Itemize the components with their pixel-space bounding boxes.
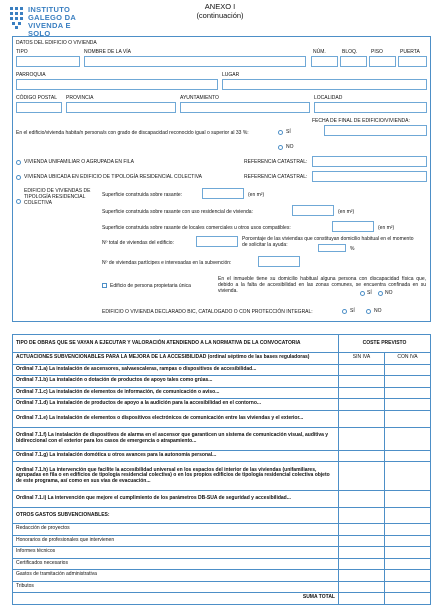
porcentaje-field[interactable] [318, 244, 346, 252]
bloq-field[interactable] [340, 56, 367, 67]
localidad-field[interactable] [314, 102, 427, 113]
discapacidad-question: En el edificio/vivienda habita/n persona/s con grado de discapacidad reconocido igual o superior al 33 %: [16, 130, 249, 136]
codigo-postal-field[interactable] [16, 102, 62, 113]
con-iva-cell[interactable] [385, 570, 431, 582]
table-row [13, 410, 431, 427]
gasto-label: Certificados necesarios [13, 558, 339, 570]
sup-residencial-field[interactable] [292, 205, 334, 216]
vivienda-unifamiliar-radio[interactable] [16, 160, 21, 165]
logo-line-2: GALEGO DA [28, 13, 77, 22]
inmueble-si-radio[interactable] [360, 291, 365, 296]
discapacidad-si-radio[interactable] [278, 130, 283, 135]
suma-total-con-iva[interactable] [385, 593, 431, 605]
participes-field[interactable] [258, 256, 300, 267]
con-iva-cell[interactable] [385, 581, 431, 593]
lugar-label: LUGAR [222, 72, 240, 78]
edificio-colectiva-radio[interactable] [16, 199, 21, 204]
con-iva-cell[interactable] [385, 524, 431, 536]
coste-previsto-header: COSTE PREVISTO [339, 335, 431, 353]
table-row [13, 364, 431, 376]
sin-iva-cell[interactable] [339, 427, 385, 450]
table-row [13, 387, 431, 399]
porcentaje-unit: % [350, 246, 355, 252]
ordinal-label: Ordinal 7.1.c) La instalación de elementos de información, de comunicación o aviso... [13, 387, 339, 399]
bic-label: EDIFICIO O VIVIENDA DECLARADO BIC, CATALOGADO O CON PROTECCIÓN INTEGRAL: [102, 309, 313, 315]
sin-iva-cell[interactable] [339, 364, 385, 376]
sin-iva-cell[interactable] [339, 570, 385, 582]
sin-iva-cell[interactable] [339, 524, 385, 536]
logo-emblem-icon [8, 6, 24, 30]
tipo-label: TIPO [16, 49, 28, 55]
sin-iva-cell[interactable] [339, 462, 385, 491]
vivienda-colectiva-label: VIVIENDA UBICADA EN EDIFICIO DE TIPOLOGÍA RESIDENCIAL COLECTIVA [24, 174, 203, 180]
ordinal-label: Ordinal 7.1.g) La instalación domótica u otros avances para la autonomía personal... [13, 450, 339, 462]
suma-total-sin-iva[interactable] [339, 593, 385, 605]
referencia-catastral-label-1: REFERENCIA CATASTRAL: [244, 159, 308, 165]
puerta-field[interactable] [398, 56, 427, 67]
annex-title: ANEXO I [204, 2, 236, 11]
table-row [13, 491, 431, 508]
piso-field[interactable] [369, 56, 396, 67]
referencia-catastral-label-2: REFERENCIA CATASTRAL: [244, 174, 308, 180]
table-row [13, 399, 431, 411]
num-viviendas-label: Nº total de viviendas del edificio: [102, 240, 174, 246]
con-iva-cell [385, 508, 431, 524]
participes-label: Nº de viviendas partícipes e interesadas en la subvención: [102, 260, 232, 266]
sup-locales-label: Superficie construida sobre rasante de locales comerciales u otros usos compatibles: [102, 225, 291, 231]
table-row [13, 376, 431, 388]
con-iva-cell[interactable] [385, 410, 431, 427]
logo [8, 4, 88, 38]
sin-iva-cell[interactable] [339, 410, 385, 427]
con-iva-cell[interactable] [385, 364, 431, 376]
puerta-label: PUERTA [400, 49, 420, 55]
propietaria-unica-label: Edificio de persona propietaria única [110, 283, 191, 289]
piso-label: PISO [371, 49, 383, 55]
otros-gastos-header: OTROS GASTOS SUBVENCIONABLES: [13, 508, 339, 524]
num-label: NÚM. [313, 49, 326, 55]
ordinal-label: Ordinal 7.1.b) La instalación o dotación de productos de apoyo tales como grúas... [13, 376, 339, 388]
sin-iva-header: SIN IVA [339, 353, 385, 365]
con-iva-cell[interactable] [385, 491, 431, 508]
bic-si-label: SÍ [350, 308, 355, 314]
ordinal-label: Ordinal 7.1.f) La instalación de dispositivos de alarma en el ascensor que garanticen un sistema de comunicación visual, auditiva y bidireccional con el exterior para los casos de emergencia o atrapamiento... [13, 427, 339, 450]
propietaria-unica-checkbox[interactable] [102, 283, 107, 288]
sin-iva-cell[interactable] [339, 558, 385, 570]
logo-line-3: VIVENDA E SOLO [28, 21, 71, 38]
gasto-label: Gastos de tramitación administrativa [13, 570, 339, 582]
num-field[interactable] [311, 56, 338, 67]
fecha-final-field[interactable] [324, 125, 427, 136]
table-row [13, 450, 431, 462]
gasto-label: Informes técnicos [13, 547, 339, 559]
gasto-label: Honorarios de profesionales que intervienen [13, 535, 339, 547]
vivienda-unifamiliar-label: VIVIENDA UNIFAMILIAR O AGRUPADA EN FILA [24, 159, 134, 165]
discapacidad-si-label: SÍ [286, 129, 291, 135]
sin-iva-cell[interactable] [339, 547, 385, 559]
sin-iva-cell[interactable] [339, 399, 385, 411]
inmueble-no-label: NO [385, 290, 393, 296]
sup-locales-unit: (en m²) [378, 225, 395, 231]
tipo-field[interactable] [16, 56, 80, 67]
con-iva-cell[interactable] [385, 399, 431, 411]
con-iva-cell[interactable] [385, 387, 431, 399]
ordinal-label: Ordinal 7.1.i) La intervención que mejore el cumplimiento de los parámetros DB-SUA de seguridad y accesibilidad... [13, 491, 339, 508]
gasto-label: Redacción de proyectos [13, 524, 339, 536]
referencia-catastral-field-1[interactable] [312, 156, 427, 167]
con-iva-cell[interactable] [385, 376, 431, 388]
con-iva-cell[interactable] [385, 462, 431, 491]
con-iva-cell[interactable] [385, 558, 431, 570]
table-row [13, 462, 431, 491]
con-iva-cell[interactable] [385, 450, 431, 462]
logo-line-1: INSTITUTO [28, 5, 71, 14]
sup-residencial-unit: (en m²) [338, 209, 355, 215]
codigo-postal-label: CÓDIGO POSTAL [16, 95, 58, 101]
ordinal-label: Ordinal 7.1.a) La instalación de ascensores, salvaescaleras, rampas o dispositivos de accesibilidad... [13, 364, 339, 376]
provincia-label: PROVINCIA [66, 95, 94, 101]
discapacidad-no-label: NO [286, 144, 294, 150]
nombre-via-label: NOMBRE DE LA VÍA [84, 49, 131, 55]
ordinal-label: Ordinal 7.1.d) La instalación de productos de apoyo a la audición para la accesibilidad en el contorno... [13, 399, 339, 411]
bic-no-radio[interactable] [366, 309, 371, 314]
porcentaje-label: Porcentaje de las viviendas que constituyan domicilio habitual en el momento de solicitar la ayuda: [242, 236, 414, 248]
bloq-label: BLOQ. [342, 49, 358, 55]
inmueble-no-radio[interactable] [378, 291, 383, 296]
ayuntamiento-field[interactable] [180, 102, 310, 113]
inmueble-text: En el inmueble tiene su domicilio habitual alguna persona con discapacidad física que, debido a la falta de accesibilidad en las zonas comunes, se encuentra confinada en su vivienda. [218, 276, 426, 294]
sup-rasante-unit: (en m²) [248, 192, 265, 198]
parroquia-label: PARROQUIA [16, 72, 46, 78]
table-row [13, 547, 431, 559]
fecha-final-label: FECHA DE FINAL DE EDIFICIO/VIVIENDA: [312, 118, 410, 124]
table-row [13, 427, 431, 450]
table-row [13, 524, 431, 536]
sin-iva-cell[interactable] [339, 581, 385, 593]
sup-residencial-label: Superficie construida sobre rasante con uso residencial de vivienda: [102, 209, 253, 215]
con-iva-header: CON IVA [385, 353, 431, 365]
sin-iva-cell[interactable] [339, 491, 385, 508]
parroquia-field[interactable] [16, 79, 218, 90]
sin-iva-cell[interactable] [339, 387, 385, 399]
table-row [13, 570, 431, 582]
costs-table [12, 334, 431, 605]
inmueble-si-label: SÍ [367, 290, 372, 296]
localidad-label: LOCALIDAD [314, 95, 343, 101]
table-row [13, 558, 431, 570]
sin-iva-cell [339, 508, 385, 524]
ordinal-label: Ordinal 7.1.h) La intervención que facilite la accesibilidad universal en los espacios del interior de las viviendas (unifamiliares, agrupadas en fila o en edificios de tipología residencial colectiva) o en los propios edificios de tipología residencial colectiva objeto de este programa, así como en sus vías de evacuación... [13, 462, 339, 491]
referencia-catastral-field-2[interactable] [312, 171, 427, 182]
costs-title: TIPO DE OBRAS QUE SE VAYAN A EJECUTAR Y VALORACIÓN ATENDIENDO A LA NORMATIVA DE LA CONVOCATORIA [13, 335, 339, 353]
sin-iva-cell[interactable] [339, 376, 385, 388]
num-viviendas-field[interactable] [196, 236, 238, 247]
con-iva-cell[interactable] [385, 547, 431, 559]
bic-si-radio[interactable] [342, 309, 347, 314]
actuaciones-header: ACTUACIONES SUBVENCIONABLES PARA LA MEJORA DE LA ACCESIBILIDAD (ordinal séptimo de las bases reguladoras) [13, 353, 339, 365]
table-row [13, 535, 431, 547]
annex-subtitle: (continuación) [196, 11, 244, 20]
gasto-label: Tributos [13, 581, 339, 593]
edificio-colectiva-label: EDIFICIO DE VIVIENDAS DE TIPOLOGÍA RESIDENCIAL COLECTIVA [24, 188, 91, 206]
provincia-field[interactable] [66, 102, 176, 113]
sin-iva-cell[interactable] [339, 450, 385, 462]
building-section-title: DATOS DEL EDIFICIO O VIVIENDA [16, 40, 97, 46]
sup-rasante-field[interactable] [202, 188, 244, 199]
sin-iva-cell[interactable] [339, 535, 385, 547]
sup-rasante-label: Superficie construida sobre rasante: [102, 192, 183, 198]
discapacidad-no-radio[interactable] [278, 145, 283, 150]
bic-no-label: NO [374, 308, 382, 314]
ayuntamiento-label: AYUNTAMIENTO [180, 95, 219, 101]
suma-total-label: SUMA TOTAL [13, 593, 339, 605]
con-iva-cell[interactable] [385, 535, 431, 547]
sup-locales-field[interactable] [332, 221, 374, 232]
ordinal-label: Ordinal 7.1.e) La instalación de elementos o dispositivos electrónicos de comunicación entre las viviendas y el exterior... [13, 410, 339, 427]
con-iva-cell[interactable] [385, 427, 431, 450]
lugar-field[interactable] [222, 79, 427, 90]
nombre-via-field[interactable] [84, 56, 306, 67]
vivienda-colectiva-radio[interactable] [16, 175, 21, 180]
table-row [13, 581, 431, 593]
